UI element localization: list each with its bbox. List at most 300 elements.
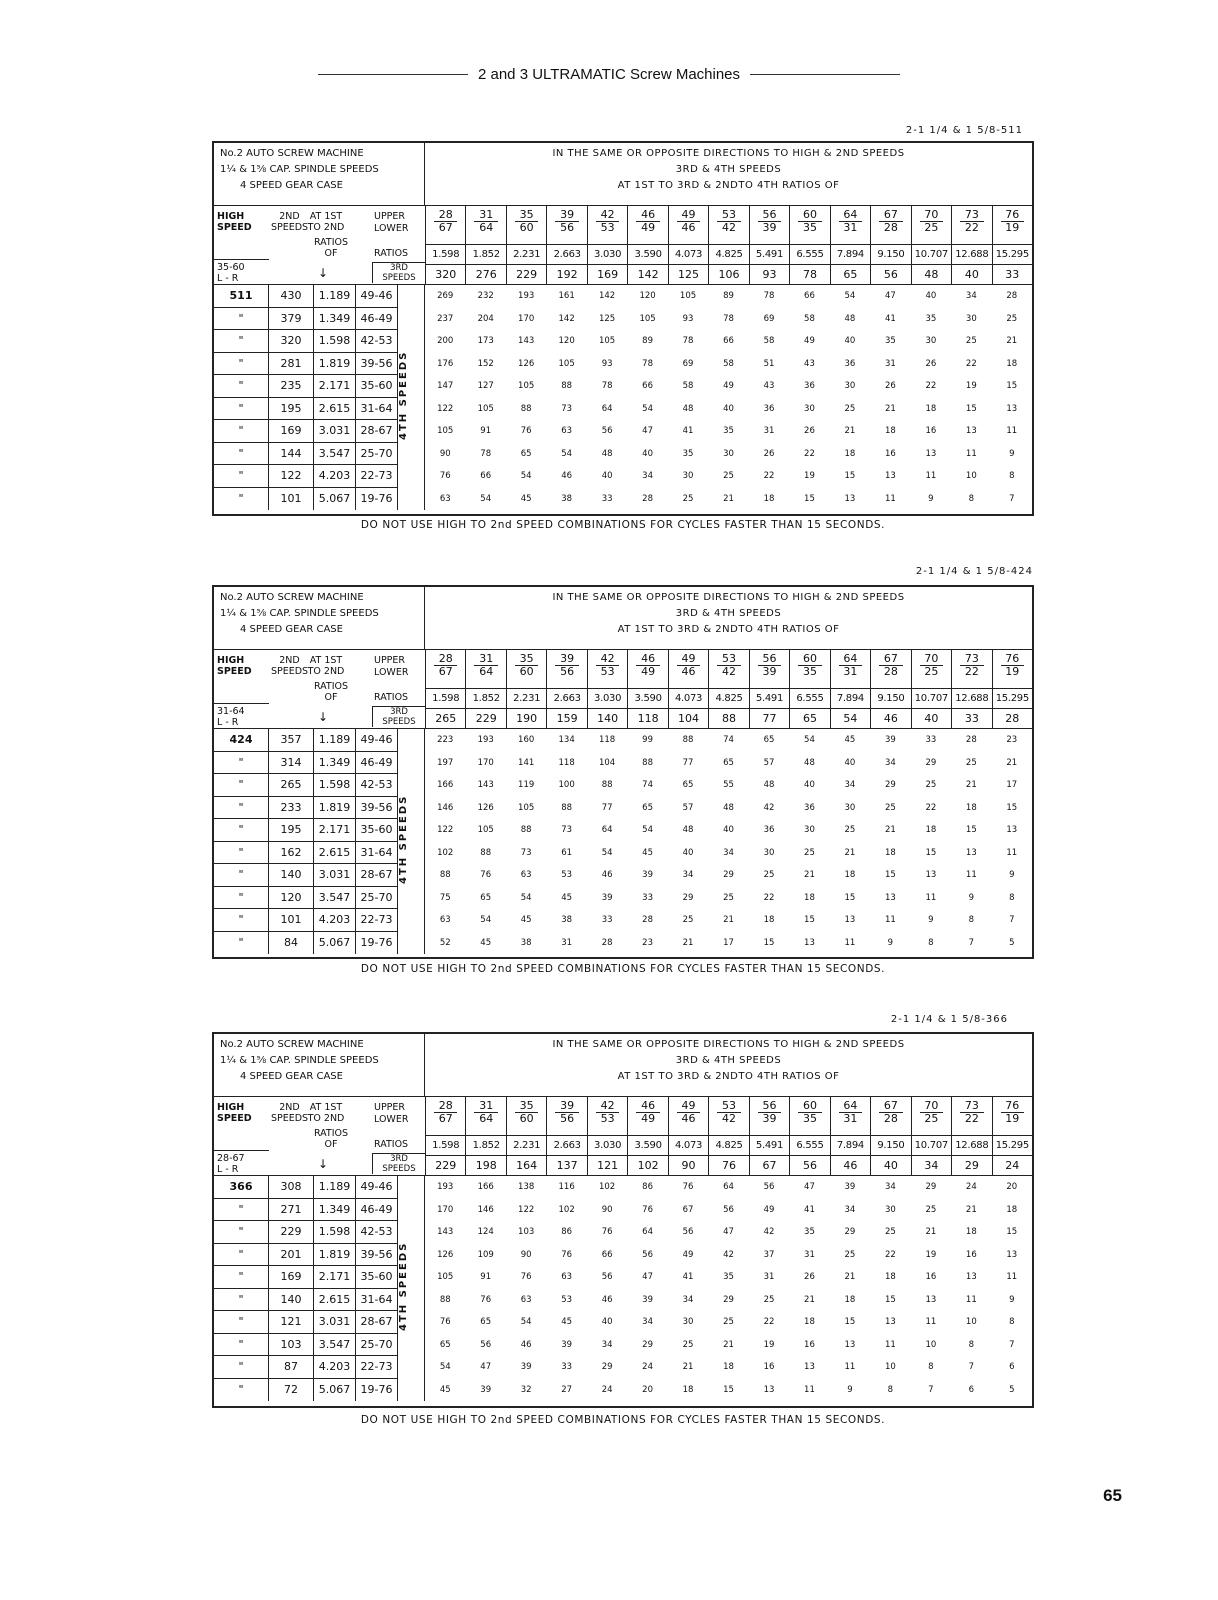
fourth-speed-value: 119 xyxy=(518,780,535,790)
ratio-cell: 2.171 xyxy=(314,819,356,842)
fourth-speed-value: 40 xyxy=(601,471,613,481)
fourth-speed-value: 22 xyxy=(965,358,977,369)
fourth-speed-value: 47 xyxy=(723,1227,734,1237)
fourth-speed-value: 41 xyxy=(682,426,694,436)
speed-label-gap xyxy=(398,285,425,308)
fourth-speed-value: 31 xyxy=(884,358,896,369)
fourth-speed-value: 105 xyxy=(477,825,494,835)
right-title-line: 3RD & 4TH SPEEDS xyxy=(675,164,782,175)
fourth-speed-value: 45 xyxy=(439,1384,451,1395)
third-speed-value: 78 xyxy=(789,265,829,285)
fourth-speed-value: 45 xyxy=(480,937,492,948)
second-speed-cell: 430 xyxy=(269,285,314,308)
fraction-cell xyxy=(668,206,708,244)
fraction-cell xyxy=(749,1097,789,1135)
fourth-speed-value: 10 xyxy=(965,1317,977,1327)
fourth-speed-value: 40 xyxy=(642,448,653,459)
fourth-speed-value: 45 xyxy=(520,493,532,504)
fourth-speed-value: 143 xyxy=(437,1227,454,1237)
fraction-upper: 31 xyxy=(479,208,494,221)
ditto-mark: " xyxy=(214,465,269,488)
fourth-speed-value: 105 xyxy=(437,426,454,436)
ratio-cell: 1.598 xyxy=(314,1221,356,1244)
fraction-cell xyxy=(749,650,789,688)
fourth-speed-value: 25 xyxy=(844,1249,856,1260)
fraction-lower: 25 xyxy=(924,1112,939,1125)
fourth-speed-value: 13 xyxy=(844,915,856,925)
ratio-cell: 1.598 xyxy=(314,330,356,353)
fraction-upper: 76 xyxy=(1005,208,1020,221)
third-speed-value: 90 xyxy=(668,1156,708,1176)
fraction-lower: 46 xyxy=(681,665,696,678)
fourth-speed-value: 13 xyxy=(884,471,896,481)
speed-table xyxy=(212,585,1034,959)
lr-cell: 25-70 xyxy=(356,887,398,910)
ditto-mark: " xyxy=(214,1244,269,1267)
ratio-value: 3.030 xyxy=(587,1136,627,1156)
fourth-speed-value: 90 xyxy=(439,448,451,459)
second-speed-cell: 72 xyxy=(269,1379,314,1402)
fraction-lower: 64 xyxy=(479,221,494,234)
fraction-upper: 31 xyxy=(479,1099,494,1112)
fourth-speed-value: 48 xyxy=(763,780,775,790)
fourth-speed-value: 29 xyxy=(925,1182,937,1192)
left-title-line: No.2 AUTO SCREW MACHINE xyxy=(220,1039,364,1050)
high-speed-cell: 424 xyxy=(214,729,269,752)
fourth-speed-value: 26 xyxy=(804,1272,815,1282)
fourth-speed-value: 8 xyxy=(968,493,975,504)
ditto-mark: " xyxy=(214,375,269,398)
speed-label-gap xyxy=(398,1176,425,1199)
lr-cell: 39-56 xyxy=(356,1244,398,1267)
fraction-lower: 56 xyxy=(560,665,575,678)
fourth-speed-value: 48 xyxy=(804,757,815,768)
fourth-speed-value: 7 xyxy=(1009,1339,1015,1350)
fraction-lower: 64 xyxy=(479,1112,494,1125)
fourth-speed-value: 124 xyxy=(477,1227,494,1237)
ratio-value: 1.598 xyxy=(425,245,465,265)
speed-label-gap xyxy=(398,932,425,955)
fourth-speed-value: 39 xyxy=(844,1182,856,1192)
ratio-value: 4.825 xyxy=(708,245,748,265)
fourth-speed-value: 34 xyxy=(844,780,856,790)
fraction-cell xyxy=(911,206,951,244)
fraction-lower: 67 xyxy=(438,221,453,234)
ratio-value: 1.598 xyxy=(425,1136,465,1156)
ratio-cell: 1.349 xyxy=(314,308,356,331)
fraction-cell xyxy=(870,650,910,688)
table-row xyxy=(214,819,1032,842)
fourth-speed-value: 73 xyxy=(520,847,532,858)
third-speed-value: 102 xyxy=(627,1156,667,1176)
ratio-value: 5.491 xyxy=(749,689,789,709)
fourth-speed-value: 100 xyxy=(558,780,575,790)
ratio-cell: 3.031 xyxy=(314,420,356,443)
third-speed-value: 140 xyxy=(587,709,627,729)
right-title-line: 3RD & 4TH SPEEDS xyxy=(675,1055,782,1066)
header-divider xyxy=(214,1150,269,1151)
fourth-speed-value: 74 xyxy=(642,780,653,790)
fourth-speed-value: 63 xyxy=(561,1272,573,1282)
left-title xyxy=(214,143,425,205)
fourth-speed-value: 30 xyxy=(723,448,734,459)
third-speed-value: 93 xyxy=(749,265,789,285)
lr-cell: 49-46 xyxy=(356,285,398,308)
fourth-speed-value: 105 xyxy=(437,1272,454,1282)
third-speed-value: 33 xyxy=(951,709,991,729)
fraction-cell xyxy=(992,1097,1032,1135)
lr-cell: 25-70 xyxy=(356,443,398,466)
fourth-speed-value: 24 xyxy=(965,1182,977,1192)
fourth-speed-value: 56 xyxy=(601,426,613,436)
fourth-speed-value: 11 xyxy=(884,1339,896,1350)
fourth-speed-value: 8 xyxy=(1009,471,1015,481)
fraction-lower: 31 xyxy=(843,665,858,678)
column-header xyxy=(214,1097,1032,1176)
third-speed-value: 190 xyxy=(506,709,546,729)
ratio-value: 3.030 xyxy=(587,689,627,709)
ratio-value: 12.688 xyxy=(951,245,991,265)
fourth-speed-value: 54 xyxy=(480,915,492,925)
left-title xyxy=(214,1034,425,1096)
fourth-speed-value: 160 xyxy=(518,735,535,745)
ratio-value: 1.852 xyxy=(465,1136,505,1156)
ditto-mark: " xyxy=(214,353,269,376)
fraction-lower: 46 xyxy=(681,1112,696,1125)
ratio-cell: 1.189 xyxy=(314,1176,356,1199)
fraction-upper: 73 xyxy=(964,208,979,221)
fourth-speed-value: 21 xyxy=(723,915,734,925)
second-speed-cell: 281 xyxy=(269,353,314,376)
speed-table xyxy=(212,141,1034,516)
fourth-speed-value: 40 xyxy=(925,291,937,301)
speed-label-gap xyxy=(398,465,425,488)
left-title-line: 4 SPEED GEAR CASE xyxy=(240,180,343,191)
fourth-speed-value: 170 xyxy=(518,313,535,324)
fourth-speed-value: 39 xyxy=(884,735,896,745)
fourth-speed-value: 16 xyxy=(925,1272,937,1282)
fourth-speed-value: 65 xyxy=(439,1339,451,1350)
fraction-cell xyxy=(546,206,586,244)
ratio-value: 3.590 xyxy=(627,689,667,709)
fourth-speed-value: 223 xyxy=(437,735,454,745)
fraction-upper: 46 xyxy=(641,652,656,665)
ratio-value: 6.555 xyxy=(789,245,829,265)
fourth-speed-value: 78 xyxy=(601,381,613,391)
third-speed-value: 320 xyxy=(425,265,465,285)
fourth-speed-value: 15 xyxy=(723,1384,734,1395)
fourth-speed-value: 122 xyxy=(437,403,454,414)
second-speeds-label: 2ND SPEEDS xyxy=(270,211,309,233)
fourth-speed-value: 58 xyxy=(723,358,734,369)
fourth-speed-value: 11 xyxy=(925,471,937,481)
ditto-mark: " xyxy=(214,1356,269,1379)
fourth-speed-value: 93 xyxy=(601,358,613,369)
ditto-mark: " xyxy=(214,1379,269,1402)
fourth-speed-value: 11 xyxy=(1006,426,1018,436)
fourth-speed-value: 63 xyxy=(520,870,532,880)
fourth-speed-value: 29 xyxy=(601,1362,613,1372)
fourth-speed-value: 11 xyxy=(884,493,896,504)
fraction-lower: 60 xyxy=(519,1112,534,1125)
fourth-speed-value: 58 xyxy=(682,381,694,391)
fourth-speed-value: 49 xyxy=(763,1204,775,1215)
fourth-speed-value: 146 xyxy=(437,802,454,813)
fourth-speed-value: 126 xyxy=(518,358,535,369)
lr-cell: 42-53 xyxy=(356,1221,398,1244)
fourth-speed-value: 8 xyxy=(968,915,975,925)
fourth-speed-value: 109 xyxy=(477,1249,494,1260)
fourth-speed-value: 37 xyxy=(763,1249,775,1260)
ditto-mark: " xyxy=(214,1266,269,1289)
fourth-speed-value: 42 xyxy=(763,1227,775,1237)
fourth-speed-value: 23 xyxy=(642,937,653,948)
fraction-upper: 46 xyxy=(641,208,656,221)
fraction-upper: 39 xyxy=(560,652,575,665)
lr-cell: 35-60 xyxy=(356,1266,398,1289)
fraction-cell xyxy=(465,1097,505,1135)
ratio-value: 5.491 xyxy=(749,245,789,265)
fraction-cell xyxy=(830,650,870,688)
ditto-mark: " xyxy=(214,488,269,511)
fraction-upper: 53 xyxy=(722,1099,737,1112)
fraction-upper: 39 xyxy=(560,208,575,221)
lower-label: LOWER xyxy=(374,1114,409,1125)
fourth-speed-value: 15 xyxy=(1006,802,1018,813)
third-speed-value: 106 xyxy=(708,265,748,285)
fourth-speed-value: 65 xyxy=(480,892,492,903)
fourth-speed-value: 200 xyxy=(437,336,454,346)
ratio-cell: 5.067 xyxy=(314,488,356,511)
fourth-speed-value: 102 xyxy=(558,1204,575,1215)
table-row xyxy=(214,729,1032,752)
fourth-speed-value: 25 xyxy=(804,847,815,858)
fourth-speed-value: 56 xyxy=(601,1272,613,1282)
fourth-speed-value: 49 xyxy=(682,1249,694,1260)
fourth-speed-value: 13 xyxy=(965,426,977,436)
upper-label: UPPER xyxy=(374,1102,406,1113)
third-speed-value: 56 xyxy=(789,1156,829,1176)
fourth-speed-value: 76 xyxy=(439,471,451,481)
lr-label: L - R xyxy=(217,717,239,728)
fourth-speed-value: 16 xyxy=(925,426,937,436)
ratio-value: 1.852 xyxy=(465,689,505,709)
fourth-speed-value: 9 xyxy=(887,937,894,948)
fraction-upper: 76 xyxy=(1005,1099,1020,1112)
fourth-speed-value: 134 xyxy=(558,735,575,745)
fourth-speed-value: 34 xyxy=(642,471,653,481)
speed-label-gap xyxy=(398,443,425,466)
fourth-speed-value: 15 xyxy=(1006,381,1018,391)
fourth-speed-value: 17 xyxy=(1006,780,1018,790)
ditto-mark: " xyxy=(214,909,269,932)
fraction-lower: 25 xyxy=(924,221,939,234)
ratio-value: 3.590 xyxy=(627,245,667,265)
left-title-line: No.2 AUTO SCREW MACHINE xyxy=(220,148,364,159)
fourth-speed-value: 54 xyxy=(642,403,653,414)
fourth-speed-value: 105 xyxy=(558,358,575,369)
fraction-cell xyxy=(627,206,667,244)
fourth-speed-value: 25 xyxy=(844,825,856,835)
ratio-cell: 3.547 xyxy=(314,443,356,466)
fraction-lower: 49 xyxy=(641,665,656,678)
fraction-upper: 76 xyxy=(1005,652,1020,665)
table-row xyxy=(214,1199,1032,1222)
fourth-speed-value: 18 xyxy=(1006,1204,1018,1215)
fraction-lower: 39 xyxy=(762,665,777,678)
table-code: 2-1 1/4 & 1 5/8-424 xyxy=(915,566,1033,577)
fraction-cell xyxy=(951,1097,991,1135)
fourth-speed-value: 27 xyxy=(561,1384,573,1395)
fourth-speed-value: 125 xyxy=(598,313,616,324)
fourth-speed-value: 22 xyxy=(763,471,775,481)
second-speed-cell: 314 xyxy=(269,752,314,775)
fourth-speed-value: 34 xyxy=(601,1339,613,1350)
second-speed-cell: 87 xyxy=(269,1356,314,1379)
fourth-speed-value: 33 xyxy=(561,1362,573,1372)
fourth-speed-value: 42 xyxy=(763,802,775,813)
fourth-speed-value: 66 xyxy=(601,1249,613,1260)
fourth-speed-value: 25 xyxy=(884,802,896,813)
fourth-speed-value: 41 xyxy=(884,313,896,324)
ratio-value: 1.852 xyxy=(465,245,505,265)
fourth-speed-value: 39 xyxy=(480,1384,492,1395)
fraction-cell xyxy=(708,206,748,244)
fourth-speed-value: 66 xyxy=(723,336,734,346)
fraction-cell xyxy=(425,1097,465,1135)
fourth-speeds-label: 4TH SPEEDS xyxy=(398,350,409,440)
fraction-cell xyxy=(870,1097,910,1135)
lr-cell: 22-73 xyxy=(356,465,398,488)
ratio-value: 5.491 xyxy=(749,1136,789,1156)
fraction-lower: 49 xyxy=(641,221,656,234)
fraction-upper: 60 xyxy=(802,208,817,221)
fourth-speed-value: 141 xyxy=(518,757,535,768)
arrow-label: ↓ xyxy=(318,266,329,280)
table-row xyxy=(214,1176,1032,1199)
fourth-speed-value: 77 xyxy=(682,757,694,768)
lr-cell: 28-67 xyxy=(356,864,398,887)
fourth-speed-value: 7 xyxy=(1009,493,1015,504)
fraction-lower: 53 xyxy=(600,1112,615,1125)
fourth-speed-value: 89 xyxy=(642,336,653,346)
header-divider xyxy=(214,259,269,260)
fourth-speed-value: 9 xyxy=(928,493,934,504)
fourth-speed-value: 197 xyxy=(437,757,454,768)
fraction-lower: 53 xyxy=(600,665,615,678)
fourth-speed-value: 11 xyxy=(965,870,977,880)
lr-cell: 31-64 xyxy=(356,398,398,421)
fraction-lower: 35 xyxy=(802,665,817,678)
ratio-value: 6.555 xyxy=(789,689,829,709)
fourth-speed-value: 15 xyxy=(884,1294,896,1305)
fraction-upper: 70 xyxy=(924,652,939,665)
fourth-speed-value: 9 xyxy=(1009,870,1015,880)
lr-cell: 28-67 xyxy=(356,420,398,443)
ratio-value: 2.663 xyxy=(546,1136,586,1156)
fourth-speed-value: 36 xyxy=(804,802,815,813)
fraction-lower: 35 xyxy=(802,1112,817,1125)
fourth-speed-value: 15 xyxy=(763,937,775,948)
fraction-upper: 56 xyxy=(762,1099,777,1112)
fourth-speed-value: 57 xyxy=(763,757,775,768)
fourth-speed-value: 21 xyxy=(1006,336,1018,346)
lr-cell: 31-64 xyxy=(356,842,398,865)
fourth-speed-value: 78 xyxy=(642,358,653,369)
fourth-speed-value: 66 xyxy=(642,381,653,391)
fourth-speed-value: 40 xyxy=(723,825,734,835)
third-speed-value: 54 xyxy=(830,709,870,729)
speed-label-gap xyxy=(398,488,425,511)
fourth-speed-value: 25 xyxy=(682,1339,694,1350)
second-speed-cell: 169 xyxy=(269,420,314,443)
ditto-mark: " xyxy=(214,797,269,820)
fourth-speed-value: 25 xyxy=(763,870,775,880)
fourth-speed-value: 39 xyxy=(520,1362,532,1372)
fourth-speed-value: 24 xyxy=(601,1384,613,1395)
fourth-speed-value: 18 xyxy=(763,493,775,504)
fraction-upper: 64 xyxy=(843,1099,858,1112)
table-row xyxy=(214,1311,1032,1334)
fourth-speed-value: 9 xyxy=(847,1384,853,1395)
right-title-line: IN THE SAME OR OPPOSITE DIRECTIONS TO HIGH & 2ND SPEEDS xyxy=(552,592,905,603)
fourth-speed-value: 11 xyxy=(925,892,937,903)
fourth-speed-value: 90 xyxy=(601,1204,613,1215)
fraction-cell xyxy=(668,650,708,688)
ratio-value: 12.688 xyxy=(951,1136,991,1156)
fourth-speed-value: 22 xyxy=(884,1249,896,1260)
table-row xyxy=(214,285,1032,308)
lr-cell: 28-67 xyxy=(356,1311,398,1334)
fraction-cell xyxy=(627,650,667,688)
ditto-mark: " xyxy=(214,887,269,910)
lr-cell: 42-53 xyxy=(356,330,398,353)
third-speeds-row xyxy=(425,1155,1032,1176)
fourth-speed-value: 29 xyxy=(884,780,896,790)
fourth-speed-value: 54 xyxy=(642,825,653,835)
fraction-cell xyxy=(951,650,991,688)
fourth-speed-value: 40 xyxy=(723,403,734,414)
speed-label-gap xyxy=(398,1379,425,1402)
lr-cell: 46-49 xyxy=(356,308,398,331)
ratio-cell: 4.203 xyxy=(314,909,356,932)
ditto-mark: " xyxy=(214,308,269,331)
ratio-value: 3.590 xyxy=(627,1136,667,1156)
ratio-cell: 1.189 xyxy=(314,285,356,308)
page-title: 2 and 3 ULTRAMATIC Screw Machines xyxy=(477,66,741,83)
third-speed-value: 121 xyxy=(587,1156,627,1176)
fourth-speed-value: 88 xyxy=(682,735,694,745)
fourth-speed-value: 21 xyxy=(723,493,734,504)
fourth-speed-value: 22 xyxy=(804,448,815,459)
second-speed-cell: 140 xyxy=(269,864,314,887)
fourth-speed-value: 9 xyxy=(1009,448,1015,459)
ratio-cell: 1.349 xyxy=(314,752,356,775)
fourth-speed-value: 7 xyxy=(968,937,975,948)
fourth-speed-value: 65 xyxy=(763,735,775,745)
fourth-speed-value: 26 xyxy=(804,426,815,436)
right-title xyxy=(425,1034,1032,1099)
ratio-cell: 1.819 xyxy=(314,797,356,820)
column-header xyxy=(214,650,1032,729)
fourth-speed-value: 35 xyxy=(925,313,937,324)
fourth-speed-value: 54 xyxy=(561,448,573,459)
ratio-value: 7.894 xyxy=(830,689,870,709)
fraction-upper: 35 xyxy=(519,1099,534,1112)
fourth-speed-value: 35 xyxy=(723,426,734,436)
speed-range-label: 28-67 xyxy=(217,1153,245,1164)
table-row xyxy=(214,932,1032,955)
